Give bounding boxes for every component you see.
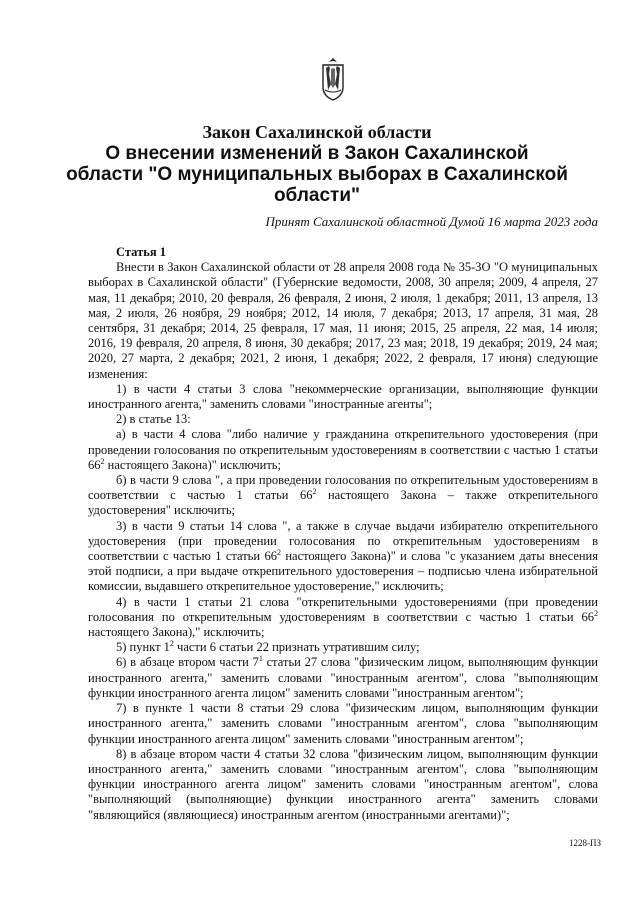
document-code: 1228-ПЗ [568,838,601,848]
item-2b: б) в части 9 слова ", а при проведении голосования по открепительным удостоверениям в соответствии с частью 1 статьи $66^2$ настоящего Закона – также открепительного удостоверения" исключить; [88,473,598,518]
item-8: 8) в абзаце втором части 4 статьи 32 слова "физическим лицом, выполняющим функции иностранного агента," заменить словами "иностранным агентом", слова "выполняющим функции иностранного агента лицом" заменить словами "иностранным агентом", слова "выполняющий (выполняющие) функции иностранного агента" заменить словами "являющийся (являющиеся) иностранным агентом (иностранными агентами)"; [88,746,598,822]
item-3: 3) в части 9 статьи 14 слова ", а также в случае выдачи избирателю открепительного удостоверения (при проведении голосования по открепительным удостоверениям в соответствии с частью 1 статьи $66^2$ настоящего Закона)" и слова "с указанием даты внесения этой подписи, а при выдаче открепительного удостоверения – подписью члена избирательной комиссии, выдавшего открепительное удостоверение," исключить; [88,518,598,594]
document-body [88,245,598,823]
item-1: 1) в части 4 статьи 3 слова "некоммерческие организации, выполняющие функции иностранного агента," заменить словами "иностранные агенты"; [88,381,598,412]
item-7: 7) в пункте 1 части 8 статьи 29 слова "физическим лицом, выполняющим функции иностранного агента," заменить словами "иностранным агентом", слова "выполняющим функции иностранного агента лицом" заменить словами "иностранным агентом"; [88,701,598,746]
adoption-note: Принят Сахалинской областной Думой 16 марта 2023 года [265,214,598,229]
title-line-2: О внесении изменений в Закон Сахалинской [105,143,529,164]
title-line-1: Закон Сахалинской области [202,122,432,142]
item-6: 6) в абзаце втором части $7^1$ статьи 27 слова "физическим лицом, выполняющим функции иностранного агента," заменить словами "иностранным агентом", слова "выполняющим функции иностранного агента лицом" заменить словами "иностранным агентом"; [88,654,598,700]
item-4: 4) в части 1 статьи 21 слова "открепительными удостоверениями (при проведении голосования по открепительным удостоверениям в соответствии с частью 1 статьи $66^2$ настоящего Закона)," исключить; [88,594,598,640]
law-title [60,122,574,206]
coat-of-arms-icon [319,56,347,102]
title-line-4: области" [273,185,361,206]
title-line-3: области "О муниципальных выборах в Сахалинской [66,164,568,185]
item-5: 5) пункт $1^2$ части 6 статьи 22 признать утратившим силу; [116,639,420,655]
item-2a: а) в части 4 слова "либо наличие у гражданина открепительного удостоверения (при проведении голосования по открепительным удостоверениям в соответствии с частью 1 статьи $66^2$ настоящего Закона)" исключить; [88,427,598,472]
article-heading: Статья 1 [116,245,166,259]
item-2: 2) в статье 13: [116,412,191,427]
article-intro: Внести в Закон Сахалинской области от 28 апреля 2008 года № 35-ЗО "О муниципальных выборах в Сахалинской области" (Губернские ведомости, 2008, 30 апреля; 2009, 4 апреля, 27 мая, 11 декабря; 2010, 20 февраля, 26 февраля, 2 июня, 2 июля, 1 декабря; 2011, 13 апреля, 13 мая, 2 июля, 26 ноября, 29 ноября; 2012, 14 июля, 7 декабря; 2013, 17 апреля, 31 мая, 28 сентября, 31 декабря; 2014, 25 февраля, 17 мая, 11 июня; 2015, 25 апреля, 22 мая, 14 июля; 2016, 19 февраля, 20 апреля, 8 июня, 30 декабря; 2017, 23 мая; 2018, 19 декабря; 2019, 24 мая; 2020, 27 марта, 2 декабря; 2021, 2 июня, 1 декабря; 2022, 2 февраля, 17 июня) следующие изменения: [88,260,598,381]
